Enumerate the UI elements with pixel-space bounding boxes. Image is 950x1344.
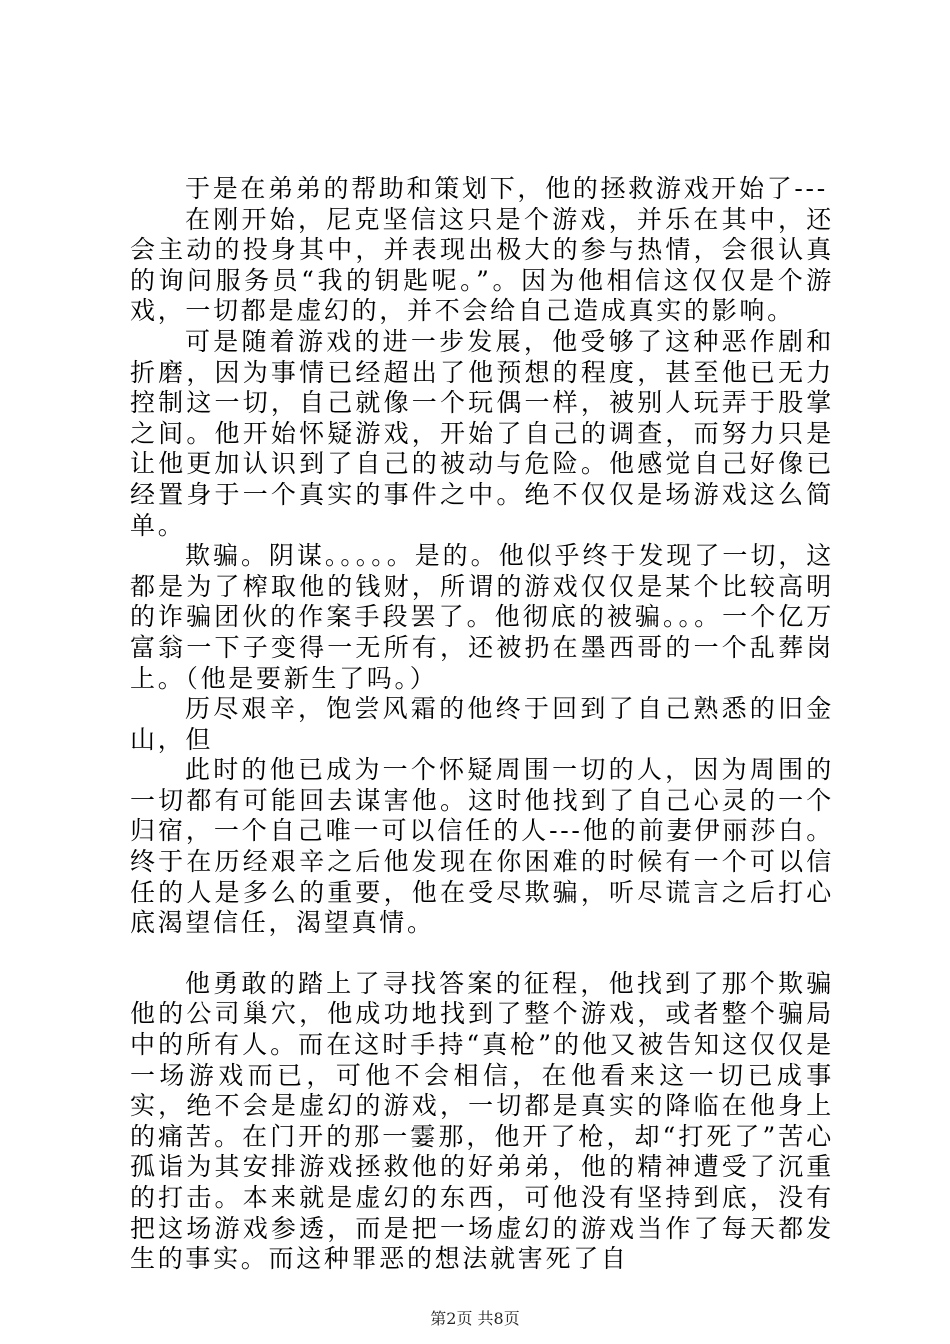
paragraph: 历尽艰辛，饱尝风霜的他终于回到了自己熟悉的旧金山，但 — [130, 694, 834, 754]
paragraph: 欺骗。阴谋。。。。。是的。他似乎终于发现了一切，这都是为了榨取他的钱财，所谓的游戏仅仅是某个比较高明的诈骗团伙的作案手段罢了。他彻底的被骗。。。一个亿万富翁一下子变得一无所有，还被扔在墨西哥的一个乱葬岗上。（他是要新生了吗。） — [130, 541, 834, 693]
paragraph: 在刚开始，尼克坚信这只是个游戏，并乐在其中，还会主动的投身其中，并表现出极大的参与热情，会很认真的询问服务员“我的钥匙呢。”。因为他相信这仅仅是个游戏，一切都是虚幻的，并不会给自己造成真实的影响。 — [130, 204, 834, 326]
paragraph: 可是随着游戏的进一步发展，他受够了这种恶作剧和折磨，因为事情已经超出了他预想的程度，甚至他已无力控制这一切，自己就像一个玩偶一样，被别人玩弄于股掌之间。他开始怀疑游戏，开始了自己的调查，而努力只是让他更加认识到了自己的被动与危险。他感觉自己好像已经置身于一个真实的事件之中。绝不仅仅是场游戏这么简单。 — [130, 326, 834, 540]
paragraph: 他勇敢的踏上了寻找答案的征程，他找到了那个欺骗他的公司巢穴，他成功地找到了整个游戏，或者整个骗局中的所有人。而在这时手持“真枪”的他又被告知这仅仅是一场游戏而已，可他不会相信，在他看来这一切已成事实，绝不会是虚幻的游戏，一切都是真实的降临在他身上的痛苦。在门开的那一霎那，他开了枪，却“打死了”苦心孤诣为其安排游戏拯救他的好弟弟，他的精神遭受了沉重的打击。本来就是虚幻的东西，可他没有坚持到底，没有把这场游戏参透，而是把一场虚幻的游戏当作了每天都发生的事实。而这种罪恶的想法就害死了自 — [130, 968, 834, 1274]
page-footer: 第2页 共8页 — [430, 1309, 520, 1328]
paragraph: 此时的他已成为一个怀疑周围一切的人，因为周围的一切都有可能回去谋害他。这时他找到了自己心灵的一个归宿，一个自己唯一可以信任的人---他的前妻伊丽莎白。终于在历经艰辛之后他发现在你困难的时候有一个可以信任的人是多么的重要，他在受尽欺骗，听尽谎言之后打心底渴望信任，渴望真情。 — [130, 755, 834, 938]
document-body — [130, 174, 834, 1275]
paragraph: 于是在弟弟的帮助和策划下，他的拯救游戏开始了--- — [185, 174, 828, 203]
